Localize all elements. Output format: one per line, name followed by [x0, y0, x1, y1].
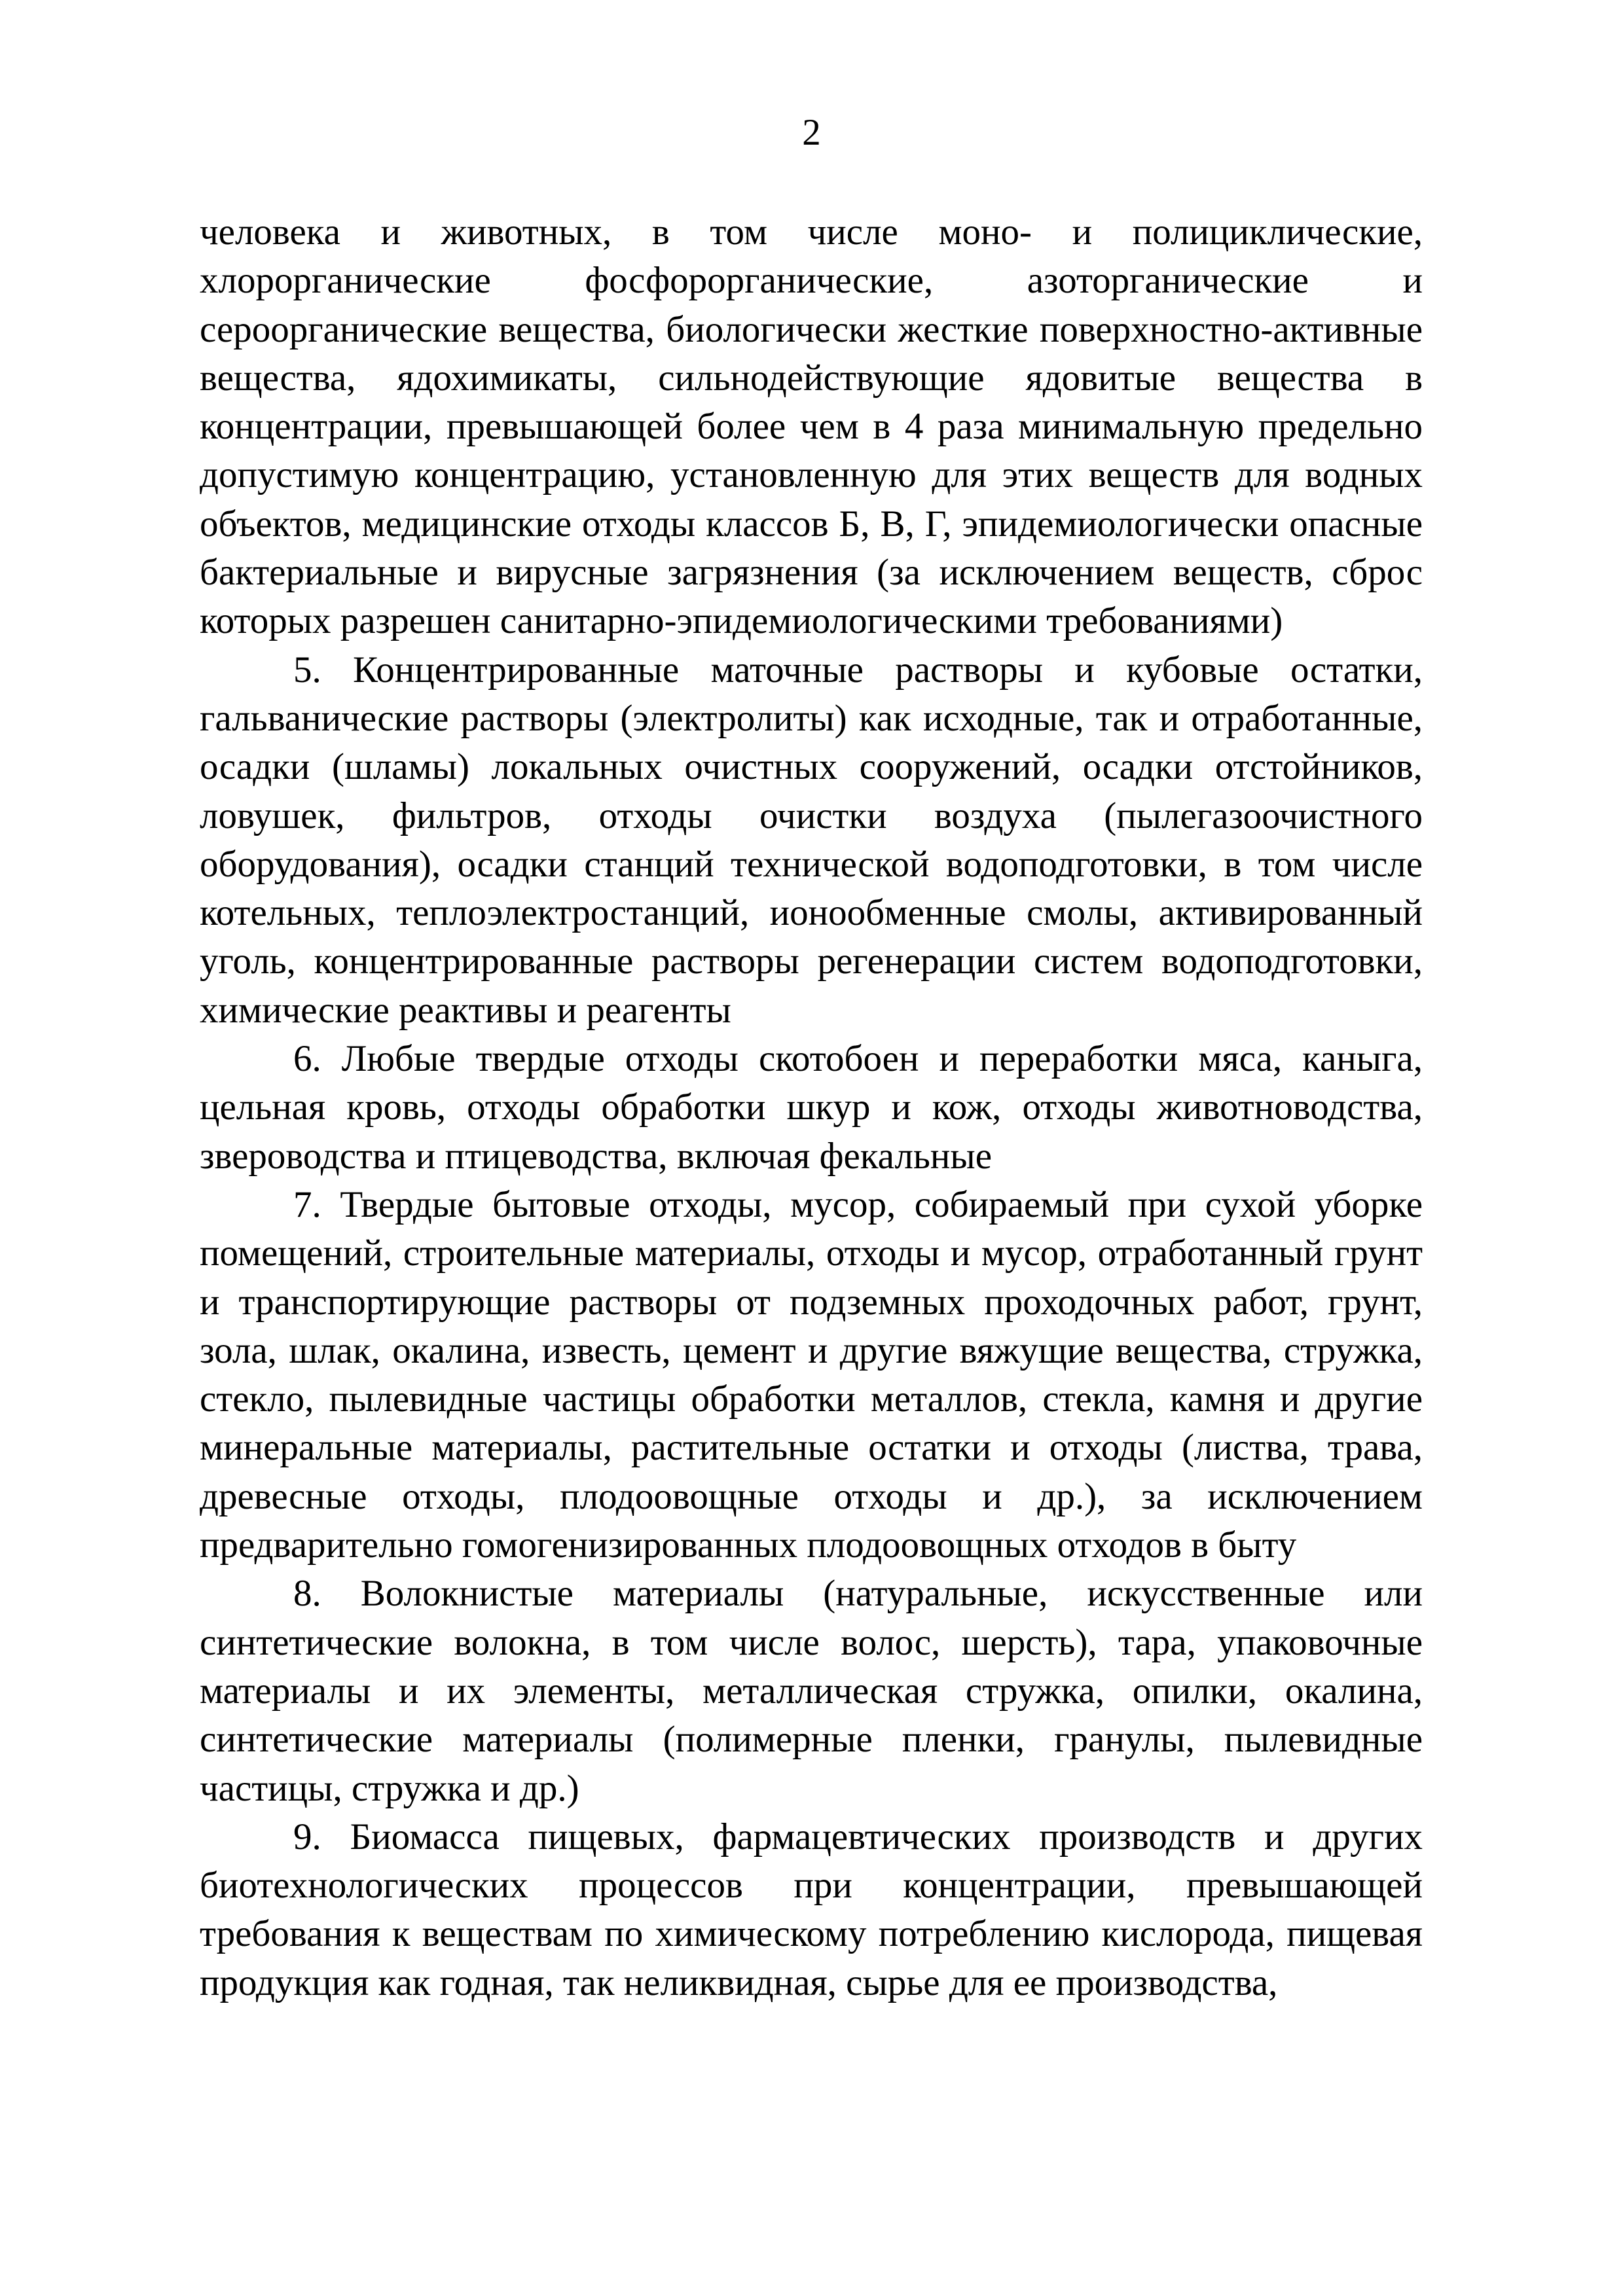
- paragraph-8: 8. Волокнистые материалы (натуральные, искусственные или синтетические волокна, в том числе волос, шерсть), тара, упаковочные материалы и их элементы, металлическая стружка, опилки, окалина, синтетические материалы (полимерные пленки, гранулы, пылевидные частицы, стружка и др.): [200, 1573, 1423, 1809]
- page-number: 2: [802, 112, 821, 153]
- paragraph-6: 6. Любые твердые отходы скотобоен и переработки мяса, каныга, цельная кровь, отходы обработки шкур и кож, отходы животноводства, звероводства и птицеводства, включая фекальные: [200, 1038, 1423, 1177]
- paragraph-9: 9. Биомасса пищевых, фармацевтических производств и других биотехнологических процессов при концентрации, превышающей требования к веществам по химическому потреблению кислорода, пищевая продукция как годная, так неликвидная, сырье для ее производства,: [200, 1816, 1423, 2003]
- paragraph-4-continuation: человека и животных, в том числе моно- и полициклические, хлорорганические фосфорорганические, азоторганические и сероорганические вещества, биологически жесткие поверхностно-активные вещества, ядохимикаты, сильнодействующие ядовитые вещества в концентрации, превышающей более чем в 4 раза минимальную предельно допустимую концентрацию, установленную для этих веществ для водных объектов, медицинские отходы классов Б, В, Г, эпидемиологически опасные бактериальные и вирусные загрязнения (за исключением веществ, сброс которых разрешен санитарно-эпидемиологическими требованиями): [200, 211, 1423, 642]
- paragraph-5: 5. Концентрированные маточные растворы и кубовые остатки, гальванические растворы (электролиты) как исходные, так и отработанные, осадки (шламы) локальных очистных сооружений, осадки отстойников, ловушек, фильтров, отходы очистки воздуха (пылегазоочистного оборудования), осадки станций технической водоподготовки, в том числе котельных, теплоэлектростанций, ионообменные смолы, активированный уголь, концентрированные растворы регенерации систем водоподготовки, химические реактивы и реагенты: [200, 649, 1423, 1031]
- document-body: [200, 208, 1423, 2007]
- paragraph-7: 7. Твердые бытовые отходы, мусор, собираемый при сухой уборке помещений, строительные материалы, отходы и мусор, отработанный грунт и транспортирующие растворы от подземных проходочных работ, грунт, зола, шлак, окалина, известь, цемент и другие вяжущие вещества, стружка, стекло, пылевидные частицы обработки металлов, стекла, камня и другие минеральные материалы, растительные остатки и отходы (листва, трава, древесные отходы, плодоовощные отходы и др.), за исключением предварительно гомогенизированных плодоовощных отходов в быту: [200, 1183, 1423, 1566]
